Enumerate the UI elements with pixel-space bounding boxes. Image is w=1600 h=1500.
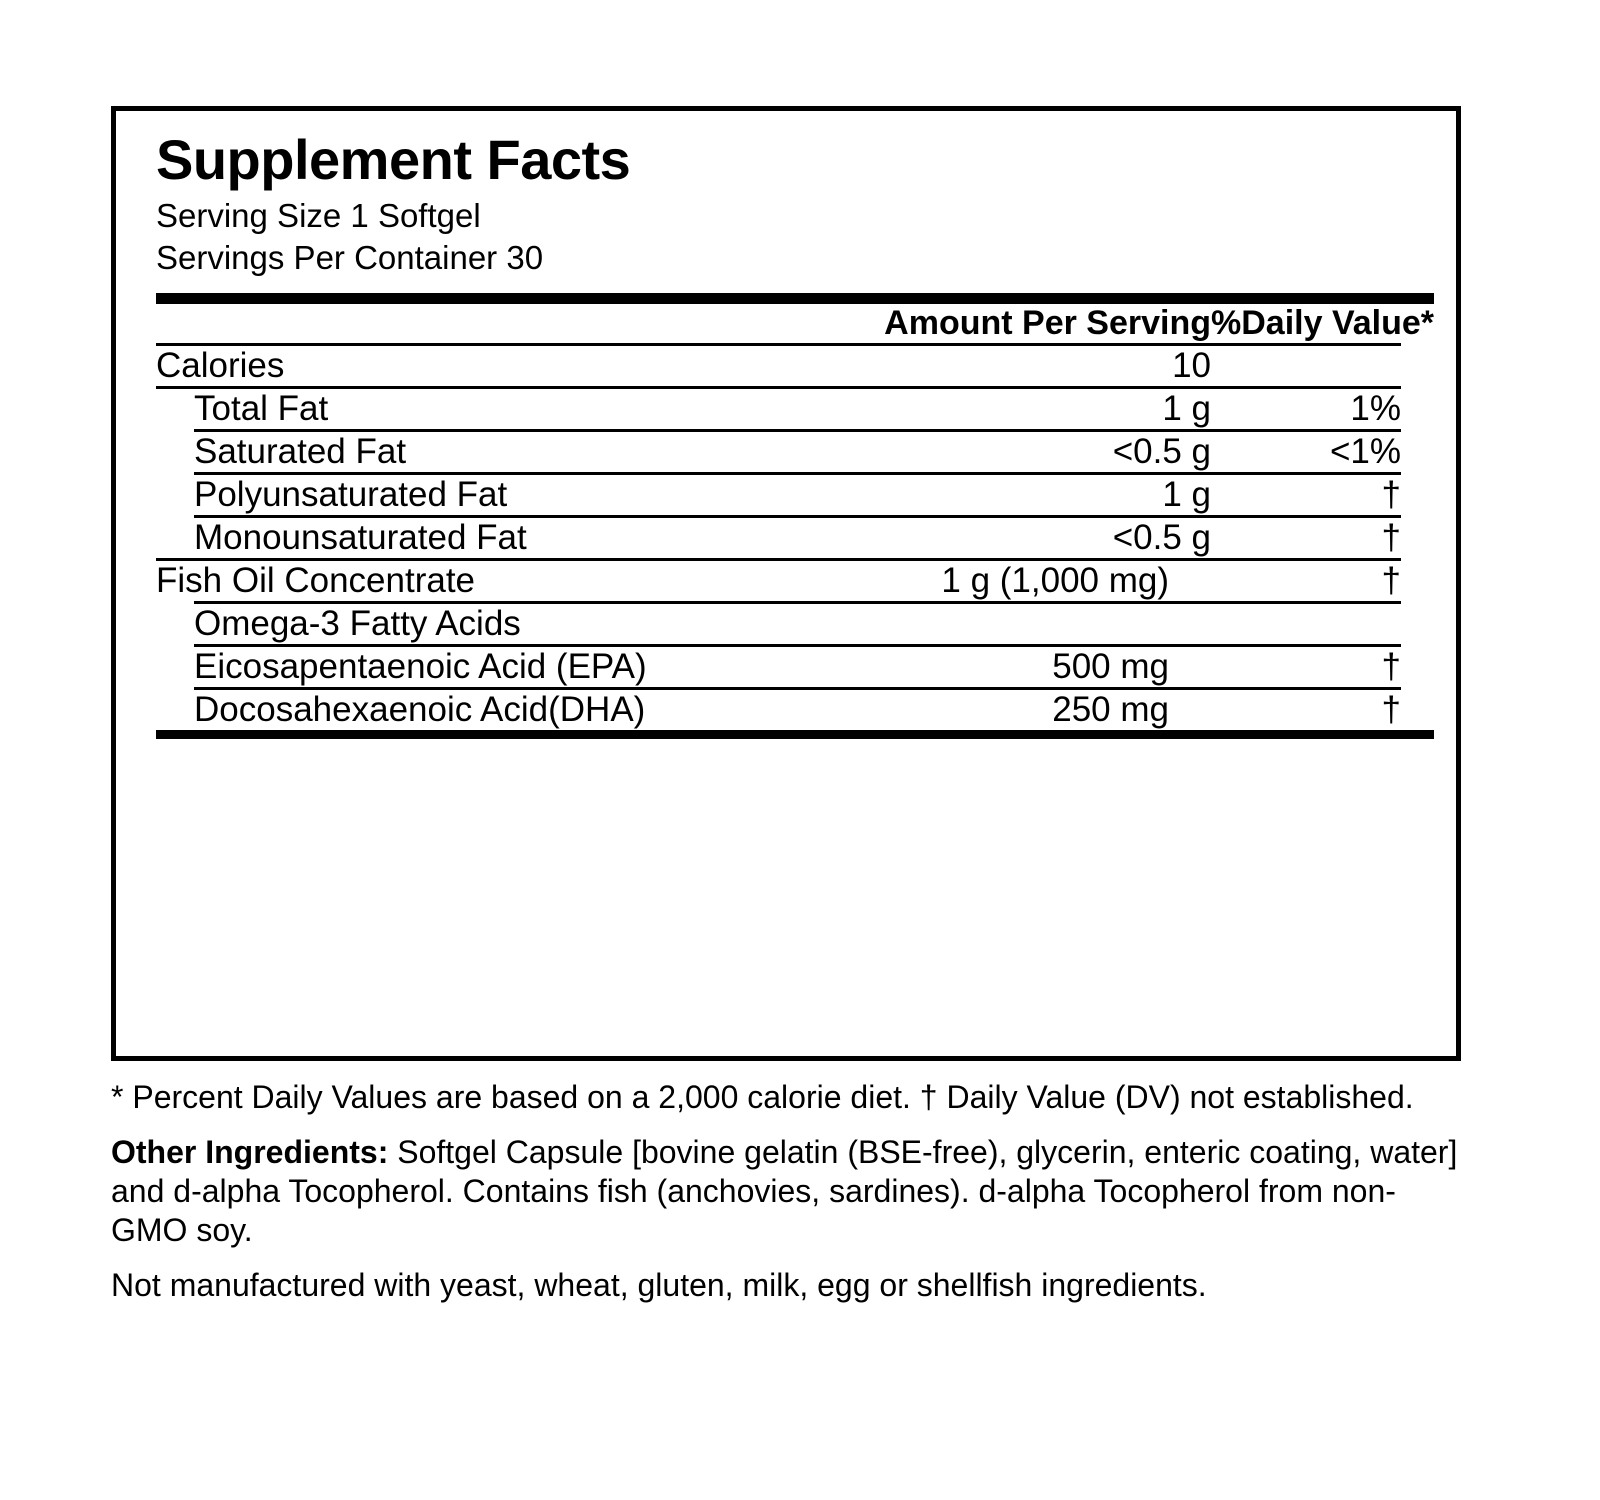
- row-daily-value: 1%: [1350, 389, 1401, 429]
- row-amount: 1 g (1,000 mg): [941, 561, 1169, 601]
- divider-thick-bottom: [156, 730, 1434, 739]
- allergen-note: Not manufactured with yeast, wheat, gluten, milk, egg or shellfish ingredients.: [111, 1267, 1207, 1304]
- table-row: [156, 432, 1401, 472]
- row-daily-value: †: [1381, 561, 1401, 601]
- row-daily-value: †: [1381, 647, 1401, 687]
- header-daily-value: %Daily Value*: [1211, 304, 1435, 343]
- row-label: Polyunsaturated Fat: [194, 475, 508, 515]
- other-ingredients-label: Other Ingredients:: [111, 1134, 389, 1171]
- other-ingredients: [111, 1133, 1471, 1250]
- row-label: Saturated Fat: [194, 432, 407, 472]
- table-row: [156, 518, 1401, 558]
- row-daily-value: <1%: [1329, 432, 1401, 472]
- table-row: [156, 389, 1401, 429]
- table-row: [156, 346, 1401, 386]
- header-blank: [156, 304, 751, 343]
- row-amount: <0.5 g: [1112, 518, 1211, 558]
- row-amount: 1 g: [1162, 389, 1211, 429]
- divider-thick-top: [156, 293, 1434, 304]
- table-row: [156, 475, 1401, 515]
- row-label: Docosahexaenoic Acid(DHA): [194, 690, 646, 730]
- row-amount: <0.5 g: [1112, 432, 1211, 472]
- table-row: [156, 647, 1401, 687]
- supplement-facts-panel: [111, 106, 1461, 1061]
- serving-size-text: Serving Size 1 Softgel: [156, 196, 481, 234]
- row-label: Omega-3 Fatty Acids: [194, 604, 521, 644]
- table-row: [156, 561, 1401, 601]
- row-daily-value: †: [1381, 475, 1401, 515]
- row-label: Calories: [156, 346, 285, 386]
- servings-per-container-text: Servings Per Container 30: [156, 238, 544, 276]
- row-label: Monounsaturated Fat: [194, 518, 527, 558]
- row-amount: 250 mg: [1052, 690, 1169, 730]
- row-daily-value: †: [1381, 690, 1401, 730]
- row-label: Fish Oil Concentrate: [156, 561, 476, 601]
- table-row: [156, 690, 1401, 730]
- daily-value-footnote: * Percent Daily Values are based on a 2,000 calorie diet. † Daily Value (DV) not established.: [111, 1079, 1414, 1115]
- header-amount-per-serving: Amount Per Serving: [884, 304, 1211, 343]
- nutrition-table: [156, 304, 1435, 730]
- other-ingredients-text: Softgel Capsule [bovine gelatin (BSE-free), glycerin, enteric coating, water] and d-alpha Tocopherol. Contains fish (anchovies, sardines). d-alpha Tocopherol from non-GMO soy.: [111, 1134, 1458, 1249]
- row-daily-value: [1211, 604, 1401, 644]
- row-label: Eicosapentaenoic Acid (EPA): [194, 647, 647, 687]
- row-amount: 10: [1172, 346, 1211, 386]
- page-title: Supplement Facts: [156, 128, 631, 191]
- panel-content: [156, 129, 1434, 739]
- row-amount: 1 g: [1162, 475, 1211, 515]
- footnotes: [111, 1078, 1471, 1321]
- row-daily-value: [1211, 346, 1401, 386]
- row-amount: 500 mg: [1052, 647, 1169, 687]
- row-amount: [751, 604, 1211, 644]
- table-header-row: [156, 304, 1401, 343]
- row-label: Total Fat: [194, 389, 329, 429]
- table-row: [156, 604, 1401, 644]
- row-daily-value: †: [1381, 518, 1401, 558]
